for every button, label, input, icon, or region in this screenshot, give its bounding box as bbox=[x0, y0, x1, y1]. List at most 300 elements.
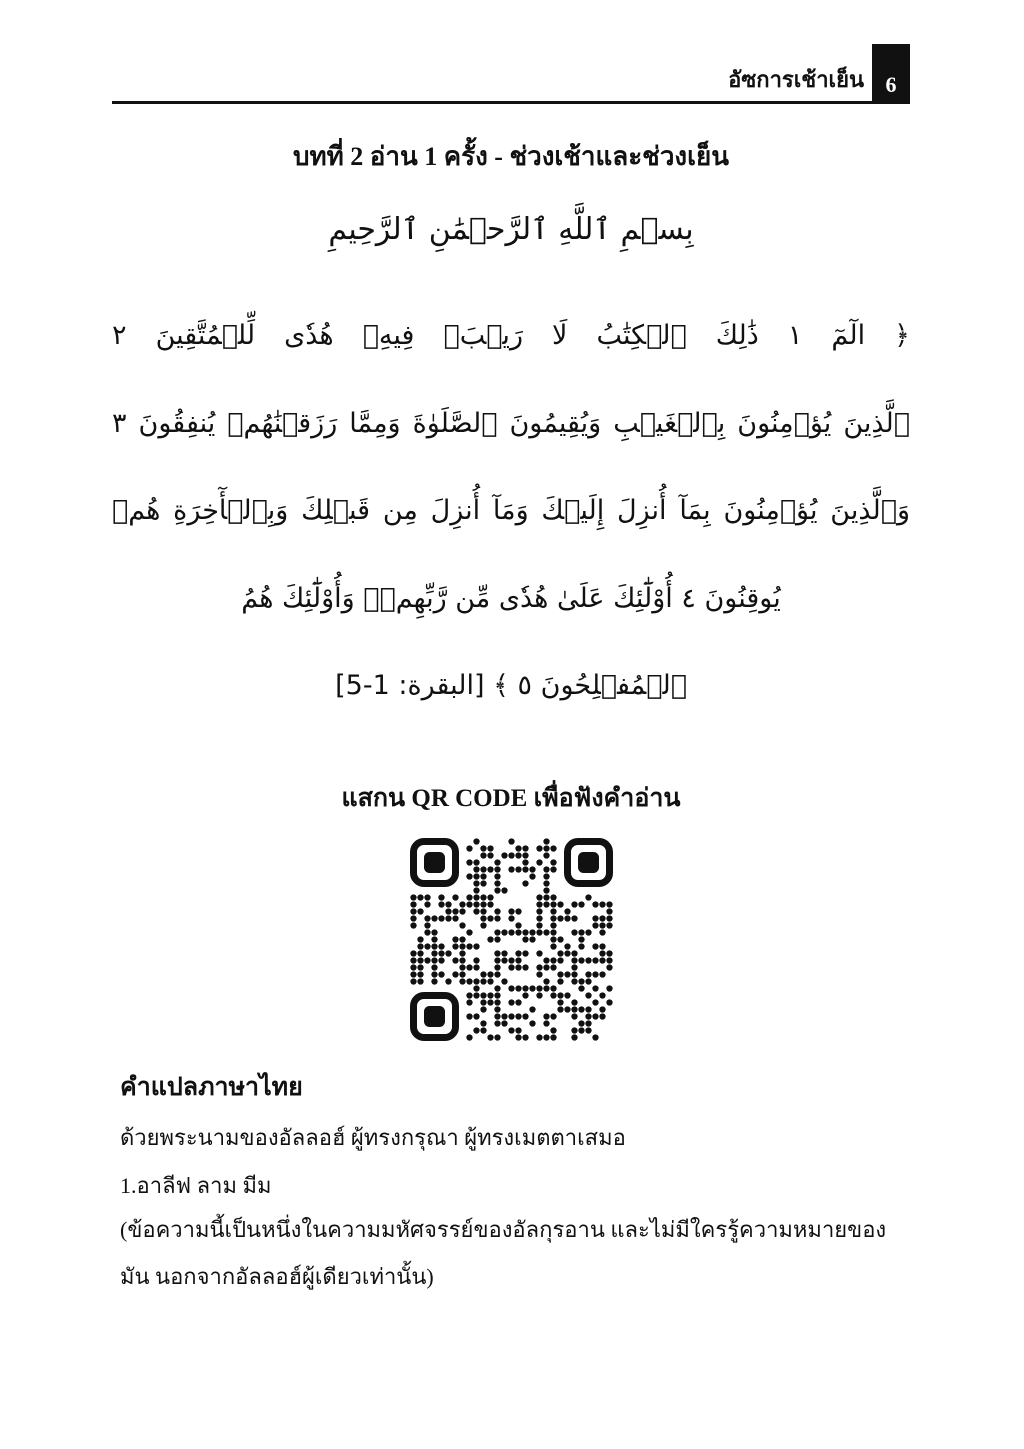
qr-module bbox=[522, 845, 528, 851]
qr-module bbox=[564, 915, 570, 921]
qr-module bbox=[585, 992, 591, 998]
qr-module bbox=[466, 1034, 472, 1040]
qr-module bbox=[550, 929, 556, 935]
qr-module bbox=[487, 1034, 493, 1040]
qr-module bbox=[508, 908, 514, 914]
qr-module bbox=[487, 915, 493, 921]
qr-module bbox=[480, 908, 486, 914]
qr-module bbox=[508, 1027, 514, 1033]
running-header-title: อัซการเช้าเย็น bbox=[728, 67, 864, 92]
qr-module bbox=[515, 999, 521, 1005]
qr-module bbox=[438, 915, 444, 921]
qr-module bbox=[438, 971, 444, 977]
qr-module bbox=[585, 1006, 591, 1012]
qr-module bbox=[606, 922, 612, 928]
qr-module bbox=[536, 992, 542, 998]
qr-module bbox=[550, 922, 556, 928]
qr-module bbox=[564, 943, 570, 949]
qr-module bbox=[543, 957, 549, 963]
qr-module bbox=[410, 922, 416, 928]
qr-module bbox=[473, 1027, 479, 1033]
qr-module bbox=[480, 901, 486, 907]
qr-module bbox=[585, 971, 591, 977]
qr-module bbox=[592, 985, 598, 991]
qr-module bbox=[522, 950, 528, 956]
qr-module bbox=[606, 901, 612, 907]
qr-module bbox=[564, 1006, 570, 1012]
qr-module bbox=[417, 943, 423, 949]
qr-module bbox=[515, 845, 521, 851]
qr-module bbox=[494, 964, 500, 970]
qr-module bbox=[515, 950, 521, 956]
qr-module bbox=[487, 936, 493, 942]
qr-module bbox=[480, 978, 486, 984]
qr-module bbox=[557, 1006, 563, 1012]
qr-module bbox=[515, 957, 521, 963]
qr-module bbox=[494, 908, 500, 914]
qr-module bbox=[592, 901, 598, 907]
qr-module bbox=[536, 894, 542, 900]
qr-module bbox=[515, 1027, 521, 1033]
qr-module bbox=[487, 978, 493, 984]
qr-module bbox=[543, 894, 549, 900]
qr-module bbox=[515, 852, 521, 858]
qr-module bbox=[536, 985, 542, 991]
qr-module bbox=[487, 901, 493, 907]
qr-module bbox=[466, 978, 472, 984]
qr-module bbox=[522, 1034, 528, 1040]
qr-module bbox=[522, 929, 528, 935]
qr-module bbox=[501, 852, 507, 858]
qr-module bbox=[543, 845, 549, 851]
qr-module bbox=[543, 978, 549, 984]
chapter-title: บทที่ 2 อ่าน 1 ครั้ง - ช่วงเช้าและช่วงเย็น bbox=[292, 142, 730, 171]
qr-module bbox=[480, 999, 486, 1005]
qr-module bbox=[480, 845, 486, 851]
qr-module bbox=[410, 964, 416, 970]
qr-module bbox=[459, 936, 465, 942]
qr-module bbox=[494, 957, 500, 963]
qr-module bbox=[438, 901, 444, 907]
qr-module bbox=[452, 971, 458, 977]
qr-module bbox=[459, 943, 465, 949]
qr-module bbox=[480, 852, 486, 858]
qr-module bbox=[410, 894, 416, 900]
qr-module bbox=[431, 964, 437, 970]
qr-module bbox=[564, 992, 570, 998]
arabic-verse-line: ٱلَّذِينَ يُؤۡمِنُونَ بِٱلۡغَيۡبِ وَيُقِيمُونَ ٱلصَّلَوٰةَ وَمِمَّا رَزَقۡنَٰهُمۡ يُنفِقُونَ ٣ bbox=[112, 408, 910, 439]
qr-module bbox=[445, 908, 451, 914]
qr-module bbox=[473, 1013, 479, 1019]
qr-module bbox=[550, 936, 556, 942]
qr-module bbox=[410, 978, 416, 984]
qr-module bbox=[494, 866, 500, 872]
qr-module bbox=[599, 950, 605, 956]
qr-module bbox=[557, 957, 563, 963]
qr-module bbox=[522, 964, 528, 970]
qr-module bbox=[543, 901, 549, 907]
qr-module bbox=[459, 922, 465, 928]
qr-module bbox=[501, 1013, 507, 1019]
qr-module bbox=[557, 978, 563, 984]
qr-module bbox=[571, 915, 577, 921]
qr-module bbox=[508, 915, 514, 921]
qr-module bbox=[473, 901, 479, 907]
qr-module bbox=[536, 950, 542, 956]
qr-module bbox=[522, 852, 528, 858]
qr-module bbox=[494, 950, 500, 956]
qr-module bbox=[445, 915, 451, 921]
qr-module bbox=[571, 964, 577, 970]
qr-module bbox=[480, 1006, 486, 1012]
qr-module bbox=[417, 978, 423, 984]
qr-module bbox=[599, 922, 605, 928]
qr-module bbox=[529, 936, 535, 942]
qr-module bbox=[550, 1013, 556, 1019]
qr-module bbox=[550, 1034, 556, 1040]
qr-module bbox=[599, 1013, 605, 1019]
qr-module bbox=[494, 1020, 500, 1026]
qr-module bbox=[564, 950, 570, 956]
qr-module bbox=[459, 950, 465, 956]
qr-module bbox=[438, 943, 444, 949]
qr-module bbox=[466, 999, 472, 1005]
qr-module bbox=[508, 1013, 514, 1019]
qr-module bbox=[473, 943, 479, 949]
qr-module bbox=[466, 859, 472, 865]
qr-module bbox=[550, 866, 556, 872]
page-number: 6 bbox=[872, 44, 910, 104]
qr-module bbox=[487, 992, 493, 998]
qr-module bbox=[578, 1006, 584, 1012]
qr-module bbox=[550, 1027, 556, 1033]
qr-module bbox=[508, 838, 514, 844]
qr-module bbox=[417, 894, 423, 900]
qr-finder-center bbox=[424, 852, 445, 873]
qr-module bbox=[578, 985, 584, 991]
qr-module bbox=[536, 1034, 542, 1040]
qr-module bbox=[599, 929, 605, 935]
qr-module bbox=[515, 1013, 521, 1019]
qr-module bbox=[543, 873, 549, 879]
qr-module bbox=[480, 873, 486, 879]
qr-module bbox=[466, 894, 472, 900]
qr-module bbox=[480, 894, 486, 900]
qr-module bbox=[571, 901, 577, 907]
qr-module bbox=[424, 943, 430, 949]
qr-module bbox=[466, 929, 472, 935]
qr-module bbox=[480, 880, 486, 886]
qr-module bbox=[501, 957, 507, 963]
qr-module bbox=[522, 1013, 528, 1019]
qr-module bbox=[431, 915, 437, 921]
header-divider bbox=[112, 101, 910, 104]
qr-module bbox=[557, 915, 563, 921]
qr-module bbox=[424, 929, 430, 935]
qr-module bbox=[438, 894, 444, 900]
qr-module bbox=[473, 908, 479, 914]
qr-module bbox=[445, 978, 451, 984]
qr-module bbox=[431, 957, 437, 963]
qr-module bbox=[571, 957, 577, 963]
qr-module bbox=[452, 957, 458, 963]
qr-module bbox=[515, 922, 521, 928]
qr-module bbox=[536, 922, 542, 928]
qr-module bbox=[543, 1020, 549, 1026]
qr-module bbox=[592, 957, 598, 963]
qr-module bbox=[536, 971, 542, 977]
qr-module bbox=[606, 999, 612, 1005]
qr-module bbox=[585, 978, 591, 984]
qr-module bbox=[599, 971, 605, 977]
qr-module bbox=[578, 957, 584, 963]
qr-module bbox=[431, 978, 437, 984]
qr-module bbox=[515, 964, 521, 970]
qr-module bbox=[578, 936, 584, 942]
qr-module bbox=[522, 880, 528, 886]
qr-module bbox=[550, 985, 556, 991]
qr-module bbox=[571, 950, 577, 956]
qr-module bbox=[494, 1034, 500, 1040]
qr-module bbox=[480, 971, 486, 977]
qr-module bbox=[431, 936, 437, 942]
qr-module bbox=[473, 838, 479, 844]
qr-module bbox=[466, 901, 472, 907]
qr-module bbox=[431, 929, 437, 935]
qr-module bbox=[466, 1013, 472, 1019]
qr-module bbox=[543, 1013, 549, 1019]
qr-module bbox=[445, 950, 451, 956]
qr-module bbox=[550, 964, 556, 970]
qr-module bbox=[466, 943, 472, 949]
qr-module bbox=[480, 915, 486, 921]
qr-module bbox=[452, 908, 458, 914]
qr-finder-center bbox=[578, 852, 599, 873]
qr-module bbox=[550, 859, 556, 865]
qr-module bbox=[536, 915, 542, 921]
qr-module bbox=[550, 908, 556, 914]
qr-module bbox=[452, 894, 458, 900]
bismillah: بِسۡمِ ٱللَّهِ ٱلرَّحۡمَٰنِ ٱلرَّحِيمِ bbox=[328, 212, 694, 247]
translation-line: ด้วยพระนามของอัลลอฮ์ ผู้ทรงกรุณา ผู้ทรงเมตตาเสมอ bbox=[120, 1125, 626, 1150]
qr-module bbox=[487, 971, 493, 977]
qr-module bbox=[585, 894, 591, 900]
qr-module bbox=[487, 852, 493, 858]
qr-module bbox=[473, 859, 479, 865]
qr-module bbox=[557, 971, 563, 977]
qr-module bbox=[522, 985, 528, 991]
qr-module bbox=[494, 873, 500, 879]
qr-module bbox=[564, 971, 570, 977]
qr-module bbox=[424, 922, 430, 928]
qr-module bbox=[410, 950, 416, 956]
qr-module bbox=[508, 957, 514, 963]
qr-module bbox=[501, 1020, 507, 1026]
qr-module bbox=[536, 908, 542, 914]
qr-module bbox=[515, 929, 521, 935]
qr-module bbox=[487, 894, 493, 900]
arabic-verse-line: يُوقِنُونَ ٤ أُوْلَٰٓئِكَ عَلَىٰ هُدٗى مِّن رَّبِّهِمۡۖ وَأُوْلَٰٓئِكَ هُمُ bbox=[241, 583, 781, 614]
qr-module bbox=[592, 1013, 598, 1019]
qr-module bbox=[410, 971, 416, 977]
qr-module bbox=[606, 908, 612, 914]
qr-module bbox=[529, 929, 535, 935]
qr-module bbox=[459, 971, 465, 977]
qr-module bbox=[473, 957, 479, 963]
qr-module bbox=[480, 1027, 486, 1033]
qr-module bbox=[578, 978, 584, 984]
qr-module bbox=[592, 943, 598, 949]
qr-module bbox=[536, 859, 542, 865]
arabic-verse-line: ﴿ الٓمٓ ١ ذَٰلِكَ ٱلۡكِتَٰبُ لَا رَيۡبَۛ فِيهِۛ هُدٗى لِّلۡمُتَّقِينَ ٢ bbox=[112, 320, 910, 351]
qr-module bbox=[585, 1027, 591, 1033]
qr-module bbox=[557, 950, 563, 956]
translation-heading: คำแปลภาษาไทย bbox=[120, 1074, 303, 1101]
qr-module bbox=[494, 992, 500, 998]
qr-module bbox=[585, 1020, 591, 1026]
qr-module bbox=[557, 999, 563, 1005]
qr-module bbox=[606, 964, 612, 970]
qr-module bbox=[599, 901, 605, 907]
qr-module bbox=[557, 992, 563, 998]
qr-module bbox=[480, 1020, 486, 1026]
qr-module bbox=[543, 887, 549, 893]
qr-module bbox=[410, 915, 416, 921]
qr-module bbox=[473, 880, 479, 886]
qr-module bbox=[459, 957, 465, 963]
qr-module bbox=[571, 1027, 577, 1033]
qr-module bbox=[592, 922, 598, 928]
qr-module bbox=[417, 971, 423, 977]
qr-module bbox=[550, 957, 556, 963]
qr-module bbox=[543, 866, 549, 872]
qr-module bbox=[522, 936, 528, 942]
qr-module bbox=[452, 936, 458, 942]
qr-module bbox=[424, 894, 430, 900]
qr-module bbox=[522, 859, 528, 865]
qr-module bbox=[452, 915, 458, 921]
qr-finder-center bbox=[424, 1006, 445, 1027]
qr-module bbox=[487, 999, 493, 1005]
qr-module bbox=[494, 929, 500, 935]
qr-module bbox=[431, 943, 437, 949]
qr-module bbox=[445, 901, 451, 907]
qr-module bbox=[494, 936, 500, 942]
qr-module bbox=[508, 866, 514, 872]
qr-module bbox=[543, 929, 549, 935]
qr-module bbox=[529, 1020, 535, 1026]
qr-module bbox=[529, 866, 535, 872]
qr-module bbox=[473, 887, 479, 893]
qr-code[interactable] bbox=[410, 838, 613, 1041]
qr-module bbox=[599, 943, 605, 949]
qr-module bbox=[536, 845, 542, 851]
qr-module bbox=[543, 964, 549, 970]
qr-module bbox=[410, 957, 416, 963]
qr-module bbox=[473, 992, 479, 998]
qr-module bbox=[571, 1006, 577, 1012]
qr-module bbox=[585, 957, 591, 963]
qr-module bbox=[543, 852, 549, 858]
qr-module bbox=[599, 1006, 605, 1012]
qr-module bbox=[480, 922, 486, 928]
qr-module bbox=[543, 1034, 549, 1040]
qr-module bbox=[592, 999, 598, 1005]
qr-module bbox=[571, 999, 577, 1005]
qr-module bbox=[466, 992, 472, 998]
translation-line: (ข้อความนี้เป็นหนึ่งในความมหัศจรรย์ของอัลกุรอาน และไม่มีใครรู้ความหมายของ bbox=[120, 1217, 887, 1242]
qr-module bbox=[494, 999, 500, 1005]
qr-module bbox=[501, 950, 507, 956]
qr-module bbox=[438, 957, 444, 963]
qr-module bbox=[508, 999, 514, 1005]
qr-module bbox=[585, 929, 591, 935]
qr-module bbox=[571, 1013, 577, 1019]
qr-module bbox=[466, 964, 472, 970]
qr-module bbox=[417, 908, 423, 914]
qr-module bbox=[494, 985, 500, 991]
qr-module bbox=[515, 1034, 521, 1040]
qr-module bbox=[578, 1027, 584, 1033]
qr-module bbox=[494, 887, 500, 893]
qr-module bbox=[522, 866, 528, 872]
qr-module bbox=[459, 908, 465, 914]
qr-module bbox=[508, 964, 514, 970]
qr-module bbox=[417, 950, 423, 956]
qr-module bbox=[431, 950, 437, 956]
qr-module bbox=[529, 873, 535, 879]
qr-module bbox=[606, 957, 612, 963]
qr-module bbox=[578, 929, 584, 935]
qr-module bbox=[550, 894, 556, 900]
qr-module bbox=[599, 957, 605, 963]
qr-module bbox=[536, 929, 542, 935]
qr-module bbox=[543, 985, 549, 991]
qr-module bbox=[543, 880, 549, 886]
qr-module bbox=[473, 866, 479, 872]
qr-module bbox=[550, 845, 556, 851]
qr-module bbox=[473, 894, 479, 900]
qr-module bbox=[480, 866, 486, 872]
qr-module bbox=[578, 901, 584, 907]
qr-module bbox=[487, 866, 493, 872]
qr-module bbox=[410, 901, 416, 907]
qr-module bbox=[515, 908, 521, 914]
qr-module bbox=[606, 915, 612, 921]
qr-module bbox=[508, 852, 514, 858]
qr-module bbox=[473, 873, 479, 879]
qr-module bbox=[424, 957, 430, 963]
qr-module bbox=[550, 915, 556, 921]
qr-module bbox=[424, 901, 430, 907]
qr-module bbox=[536, 964, 542, 970]
qr-module bbox=[557, 901, 563, 907]
qr-module bbox=[494, 880, 500, 886]
qr-module bbox=[592, 915, 598, 921]
qr-module bbox=[508, 985, 514, 991]
qr-module bbox=[571, 978, 577, 984]
qr-module bbox=[592, 1034, 598, 1040]
qr-module bbox=[410, 908, 416, 914]
qr-module bbox=[459, 901, 465, 907]
qr-module bbox=[606, 985, 612, 991]
qr-module bbox=[564, 908, 570, 914]
qr-module bbox=[424, 915, 430, 921]
qr-module bbox=[473, 964, 479, 970]
qr-module bbox=[452, 943, 458, 949]
qr-module bbox=[599, 915, 605, 921]
qr-module bbox=[550, 992, 556, 998]
